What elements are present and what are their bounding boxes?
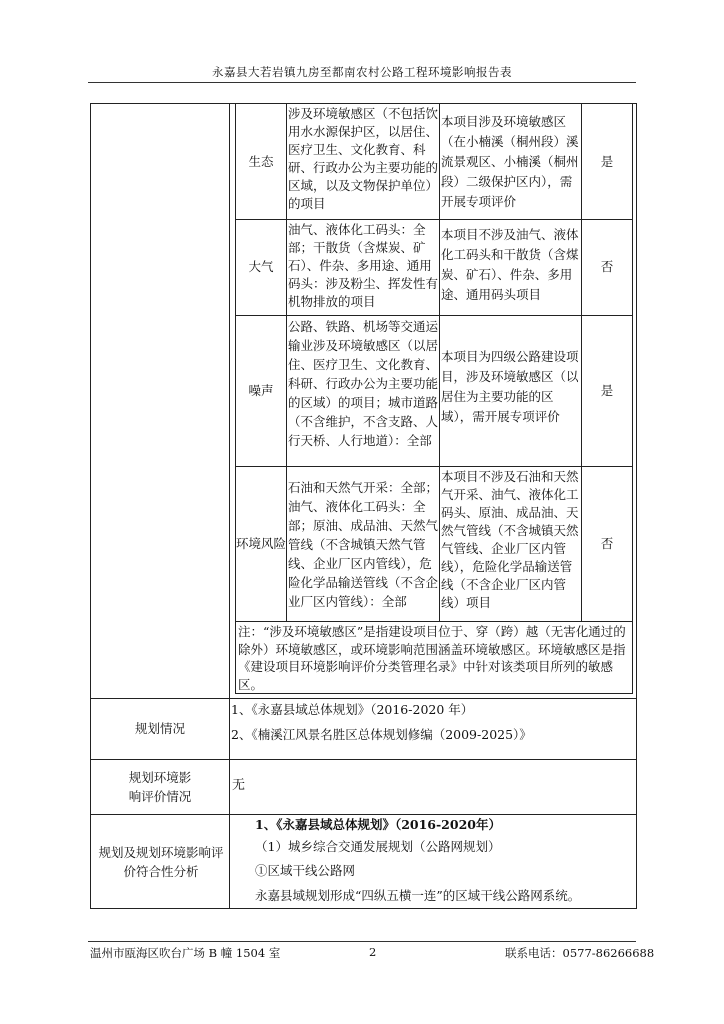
inner-row-2 bbox=[236, 315, 632, 316]
category-cell: 环境风险 bbox=[236, 535, 287, 551]
footer-phone: 联系电话：0577-86266688 bbox=[505, 946, 655, 960]
sensitivity-table bbox=[235, 104, 633, 694]
scope-cell: 涉及环境敏感区（不包括饮用水水源保护区，以居住、医疗卫生、文化教育、科研、行政办公为主要功能的区域，以及文物保护单位）的项目 bbox=[288, 106, 439, 211]
scope-cell: 油气、液体化工码头：全部；干散货（含煤炭、矿石）、件杂、多用途、通用码头：涉及粉尘、挥发性有机物排放的项目 bbox=[288, 222, 439, 309]
conformity-text: 永嘉县域规划形成“四纵五横一连”的区域干线公路网系统。 bbox=[255, 888, 581, 903]
planning-label: 规划情况 bbox=[134, 721, 185, 736]
project-cell: 本项目不涉及油气、液体化工码头和干散货（含煤炭、矿石）、件杂、多用途、通用码头项目 bbox=[441, 227, 579, 302]
scope-cell: 公路、铁路、机场等交通运输业涉及环境敏感区（以居住、医疗卫生、文化教育、科研、行政办公为主要功能的区域）的项目；城市道路（不含维护，不含支路、人行天桥、人行地道）：全部 bbox=[288, 319, 439, 448]
page-number: 2 bbox=[369, 945, 377, 959]
scope-cell: 石油和天然气开采：全部；油气、液体化工码头：全部；原油、成品油、天然气管线（不含城镇天然气管线、企业厂区内管线），危险化学品输送管线（不含企业厂区内管线）：全部 bbox=[288, 480, 439, 609]
inner-row-3 bbox=[236, 466, 632, 467]
project-cell: 本项目涉及环境敏感区（在小楠溪（桐州段）溪流景观区、小楠溪（桐州段）二级保护区内），需开展专项评价 bbox=[441, 114, 579, 209]
main-col-divider bbox=[229, 104, 230, 909]
planning-eia-label: 规划环境影响评价情况 bbox=[128, 769, 192, 804]
header-rule bbox=[88, 82, 636, 83]
inner-row-4 bbox=[236, 621, 632, 622]
table-note: 注：“涉及环境敏感区”是指建设项目位于、穿（跨）越（无害化通过的除外）环境敏感区，或环境影响范围涵盖环境敏感区。环境敏感区是指《建设项目环境影响评价分类管理名录》中针对该类项目所列的敏感区。 bbox=[238, 624, 626, 692]
conformity-sub: （1）城乡综合交通发展规划（公路网规划） bbox=[255, 839, 501, 854]
footer-rule bbox=[88, 941, 636, 942]
planning-item: 1、《永嘉县域总体规划》（2016-2020 年） bbox=[231, 702, 474, 717]
document-header: 永嘉县大若岩镇九房至都南农村公路工程环境影响报告表 bbox=[212, 65, 512, 79]
inner-col-1 bbox=[286, 104, 287, 621]
project-cell: 本项目为四级公路建设项目，涉及环境敏感区（以居住为主要功能的区域），需开展专项评价 bbox=[441, 349, 579, 424]
category-cell: 生态 bbox=[248, 153, 274, 169]
project-cell: 本项目不涉及石油和天然气开采、油气、液体化工码头、原油、成品油、天然气管线（不含城镇天然气管线、企业厂区内管线），危险化学品输送管线（不含企业厂区内管线）项目 bbox=[441, 469, 579, 610]
planning-eia-value: 无 bbox=[232, 778, 246, 793]
category-cell: 大气 bbox=[248, 259, 274, 274]
conformity-point: ①区域干线公路网 bbox=[255, 863, 356, 878]
conformity-heading: 1、《永嘉县域总体规划》（2016-2020年） bbox=[255, 817, 501, 832]
result-cell: 否 bbox=[600, 259, 614, 274]
result-cell: 否 bbox=[600, 535, 614, 551]
result-cell: 是 bbox=[600, 382, 614, 398]
inner-col-2 bbox=[439, 104, 440, 621]
main-table bbox=[90, 103, 637, 909]
result-cell: 是 bbox=[600, 153, 614, 169]
conformity-label: 规划及规划环境影响评价符合性分析 bbox=[98, 844, 224, 879]
footer-address: 温州市瓯海区吹台广场 B 幢 1504 室 bbox=[90, 946, 281, 960]
inner-row-1 bbox=[236, 219, 632, 220]
category-cell: 噪声 bbox=[248, 382, 274, 398]
planning-item: 2、《楠溪江风景名胜区总体规划修编（2009-2025）》 bbox=[231, 727, 532, 742]
